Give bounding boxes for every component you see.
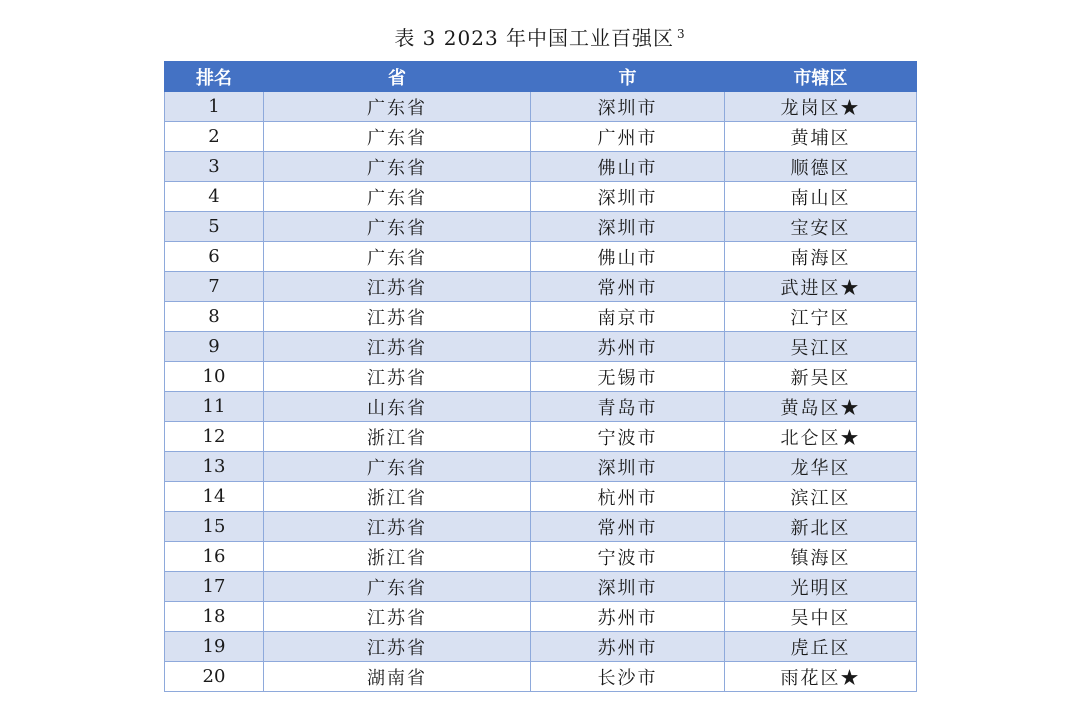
rank-cell: 18 [165,602,264,632]
table-row [165,272,917,302]
header-province: 省 [264,62,531,92]
table-row [165,452,917,482]
province-cell: 广东省 [264,572,531,602]
district-cell: 武进区★ [725,272,917,302]
city-cell: 广州市 [531,122,725,152]
province-cell: 广东省 [264,242,531,272]
province-cell: 江苏省 [264,302,531,332]
city-cell: 苏州市 [531,602,725,632]
table-caption [0,24,1080,52]
province-cell: 湖南省 [264,662,531,692]
industrial-district-ranking-table [164,61,917,692]
province-cell: 广东省 [264,212,531,242]
district-cell: 光明区 [725,572,917,602]
district-cell: 虎丘区 [725,632,917,662]
table-body [165,92,917,692]
city-cell: 苏州市 [531,332,725,362]
district-cell: 黄岛区★ [725,392,917,422]
header-district: 市辖区 [725,62,917,92]
city-cell: 宁波市 [531,542,725,572]
caption-text: 表 3 2023 年中国工业百强区 [394,26,675,50]
table-row [165,242,917,272]
district-cell: 滨江区 [725,482,917,512]
city-cell: 青岛市 [531,392,725,422]
city-cell: 常州市 [531,512,725,542]
city-cell: 深圳市 [531,452,725,482]
rank-cell: 9 [165,332,264,362]
district-cell: 龙岗区★ [725,92,917,122]
rank-cell: 3 [165,152,264,182]
province-cell: 浙江省 [264,422,531,452]
rank-cell: 19 [165,632,264,662]
rank-cell: 1 [165,92,264,122]
rank-cell: 4 [165,182,264,212]
city-cell: 深圳市 [531,212,725,242]
table-row [165,332,917,362]
city-cell: 长沙市 [531,662,725,692]
rank-cell: 20 [165,662,264,692]
province-cell: 江苏省 [264,632,531,662]
district-cell: 江宁区 [725,302,917,332]
rank-cell: 2 [165,122,264,152]
table-row [165,362,917,392]
district-cell: 雨花区★ [725,662,917,692]
city-cell: 深圳市 [531,92,725,122]
city-cell: 佛山市 [531,152,725,182]
district-cell: 南海区 [725,242,917,272]
city-cell: 南京市 [531,302,725,332]
caption-footnote-marker: 3 [677,27,686,41]
rank-cell: 16 [165,542,264,572]
district-cell: 龙华区 [725,452,917,482]
province-cell: 江苏省 [264,332,531,362]
rank-cell: 17 [165,572,264,602]
rank-cell: 10 [165,362,264,392]
table-row [165,152,917,182]
city-cell: 深圳市 [531,572,725,602]
province-cell: 山东省 [264,392,531,422]
table-row [165,512,917,542]
header-city: 市 [531,62,725,92]
header-rank: 排名 [165,62,264,92]
district-cell: 顺德区 [725,152,917,182]
province-cell: 江苏省 [264,602,531,632]
province-cell: 江苏省 [264,362,531,392]
table-row [165,92,917,122]
district-cell: 宝安区 [725,212,917,242]
province-cell: 广东省 [264,152,531,182]
province-cell: 广东省 [264,122,531,152]
rank-cell: 14 [165,482,264,512]
rank-cell: 11 [165,392,264,422]
rank-cell: 8 [165,302,264,332]
district-cell: 北仑区★ [725,422,917,452]
table-row [165,422,917,452]
rank-cell: 7 [165,272,264,302]
rank-cell: 13 [165,452,264,482]
city-cell: 杭州市 [531,482,725,512]
table-row [165,122,917,152]
city-cell: 无锡市 [531,362,725,392]
province-cell: 广东省 [264,452,531,482]
table-row [165,392,917,422]
rank-cell: 15 [165,512,264,542]
district-cell: 镇海区 [725,542,917,572]
province-cell: 浙江省 [264,542,531,572]
district-cell: 新北区 [725,512,917,542]
table-row [165,662,917,692]
table-row [165,182,917,212]
table-row [165,632,917,662]
district-cell: 黄埔区 [725,122,917,152]
city-cell: 常州市 [531,272,725,302]
city-cell: 宁波市 [531,422,725,452]
city-cell: 深圳市 [531,182,725,212]
city-cell: 佛山市 [531,242,725,272]
district-cell: 新吴区 [725,362,917,392]
table-row [165,602,917,632]
province-cell: 广东省 [264,92,531,122]
rank-cell: 5 [165,212,264,242]
district-cell: 吴中区 [725,602,917,632]
table-row [165,482,917,512]
table-row [165,212,917,242]
province-cell: 江苏省 [264,512,531,542]
rank-cell: 12 [165,422,264,452]
rank-cell: 6 [165,242,264,272]
table-row [165,542,917,572]
province-cell: 广东省 [264,182,531,212]
table-header-row [165,62,917,92]
table-row [165,302,917,332]
district-cell: 吴江区 [725,332,917,362]
table-row [165,572,917,602]
district-cell: 南山区 [725,182,917,212]
province-cell: 江苏省 [264,272,531,302]
province-cell: 浙江省 [264,482,531,512]
city-cell: 苏州市 [531,632,725,662]
